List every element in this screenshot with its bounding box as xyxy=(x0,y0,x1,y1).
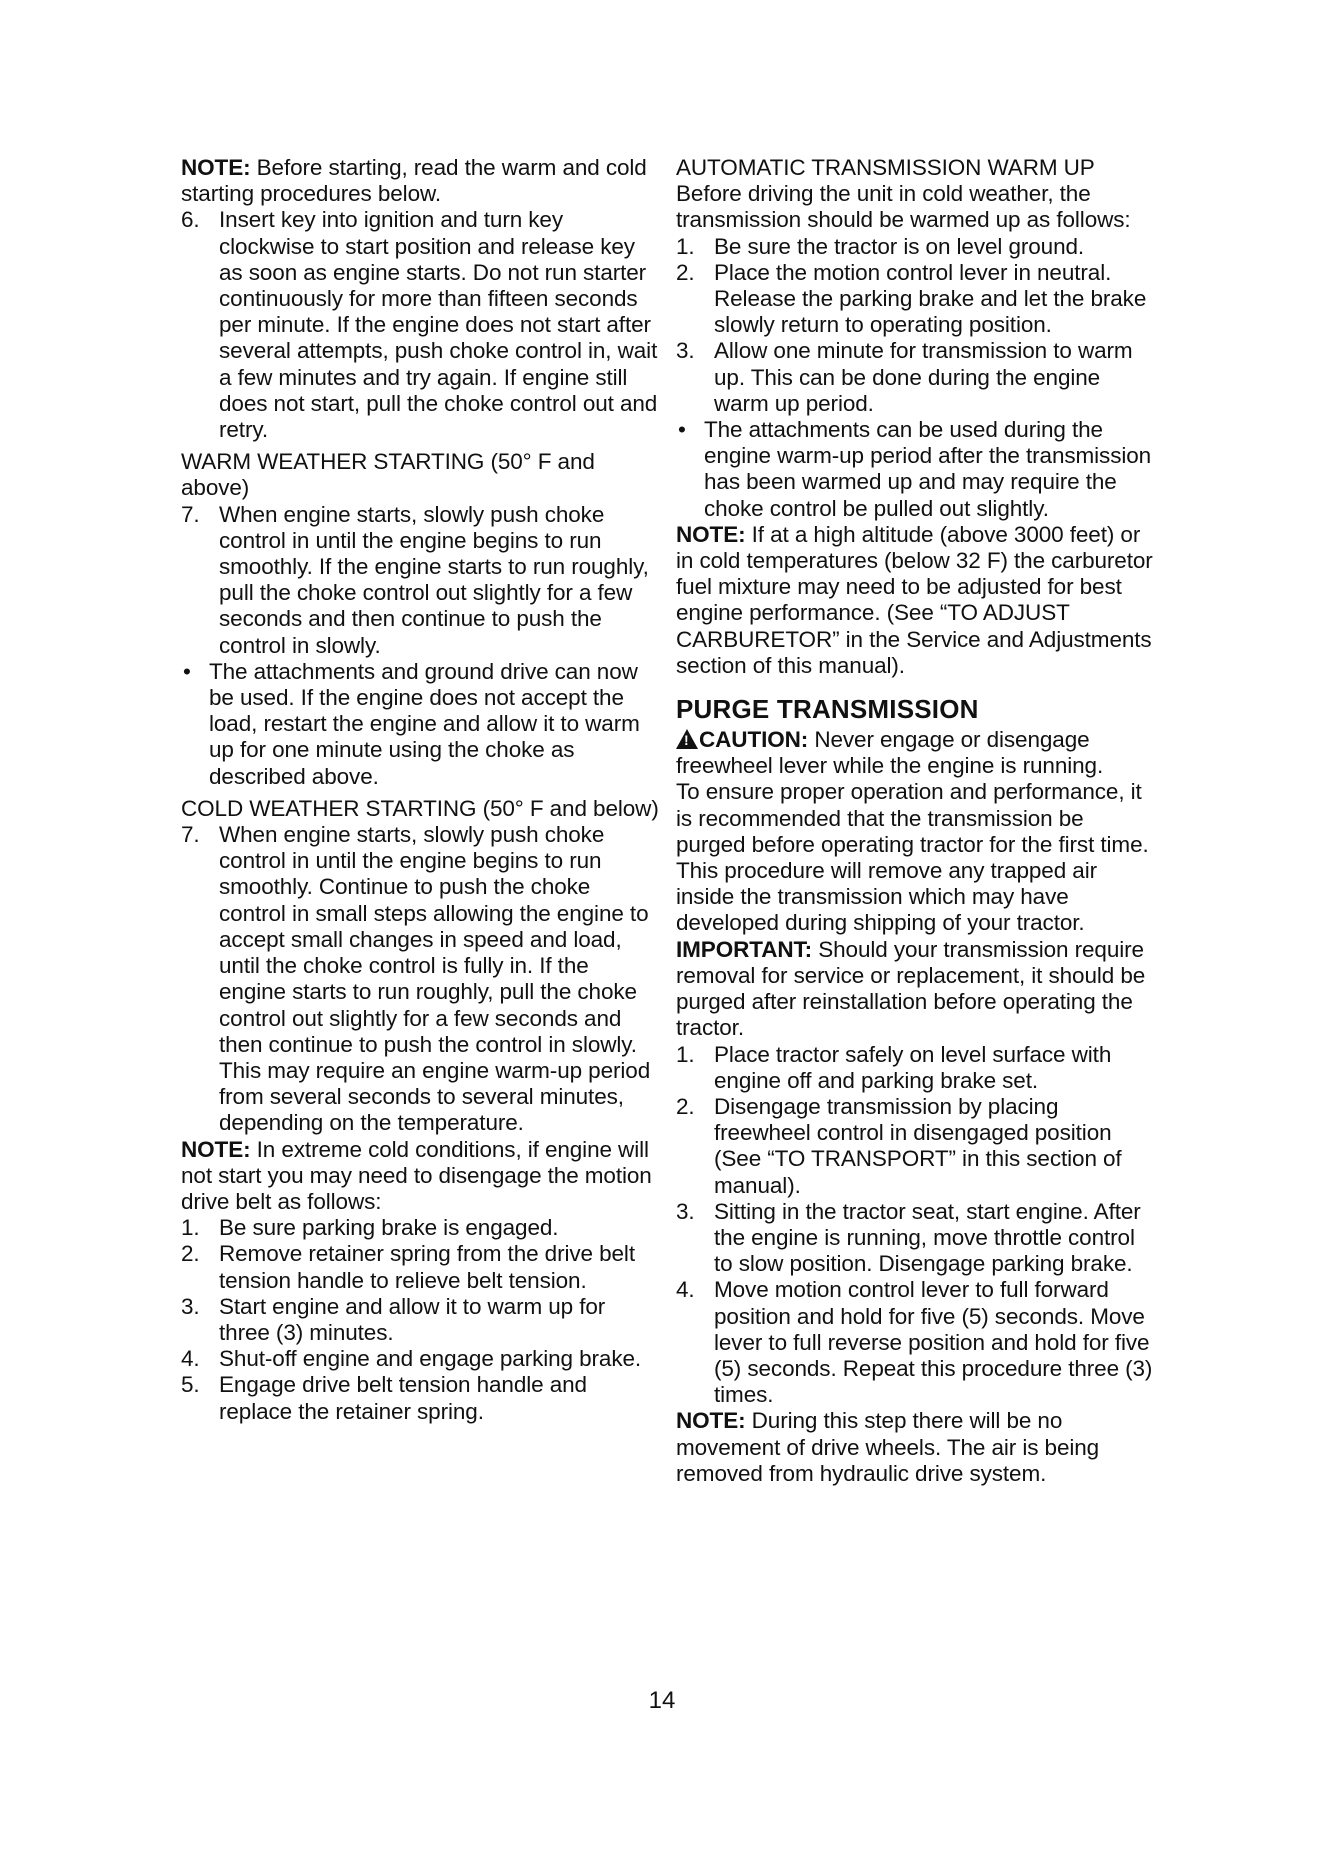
warm-step-7: 7. When engine starts, slowly push choke control in until the engine begins to run smoothly. If the engine starts to run roughly, pull the choke control out slightly for a few seconds and then continue to push the control in slowly. xyxy=(181,501,649,658)
auto-bullet: • The attachments can be used during the engine warm-up period after the transmission has been warmed up and may require the choke control be pulled out slightly. xyxy=(678,417,1152,521)
purge-step-3: 3. Sitting in the tractor seat, start engine. After the engine is running, move throttle control to slow position. Disengage parking brake. xyxy=(676,1198,1141,1277)
auto-step-2: 2. Place the motion control lever in neutral. Release the parking brake and let the brake slowly return to operating position. xyxy=(676,259,1147,338)
purge-step-4: 4. Move motion control lever to full forward position and hold for five (5) seconds. Move lever to full reverse position and hold for five (5) seconds. Repeat this procedure three (3) times. xyxy=(676,1277,1153,1408)
purge-step-2: 2. Disengage transmission by placing freewheel control in disengaged position (See “TO TRANSPORT” in this section of manual). xyxy=(676,1093,1122,1198)
page-number: 14 xyxy=(648,1687,676,1714)
purge-step-1: 1. Place tractor safely on level surface with engine off and parking brake set. xyxy=(676,1041,1112,1093)
auto-transmission-intro: Before driving the unit in cold weather, the transmission should be warmed up as follows: xyxy=(676,181,1131,233)
left-column xyxy=(181,155,659,1425)
auto-step-1: 1. Be sure the tractor is on level ground. xyxy=(676,233,1085,259)
warm-bullet: • The attachments and ground drive can now be used. If the engine does not accept the load, restart the engine and allow it to warm up for one minute using the choke as described above. xyxy=(183,658,640,789)
cold-step-3: 3. Start engine and allow it to warm up for three (3) minutes. xyxy=(181,1293,606,1345)
purge-intro: To ensure proper operation and performance, it is recommended that the transmission be purged before operating tractor for the first time. This procedure will remove any trapped air inside the transmission which may have developed during shipping of your tractor. xyxy=(676,779,1149,936)
note-intro: NOTE: Before starting, read the warm and cold starting procedures below. xyxy=(181,155,647,207)
note-cold: NOTE: In extreme cold conditions, if engine will not start you may need to disengage the motion drive belt as follows: xyxy=(181,1136,652,1214)
auto-transmission-heading: AUTOMATIC TRANSMISSION WARM UP xyxy=(676,155,1095,180)
important-note: IMPORTANT: Should your transmission require removal for service or replacement, it should be purged after reinstallation before operating the tractor. xyxy=(676,936,1146,1041)
note-final: NOTE: During this step there will be no movement of drive wheels. The air is being removed from hydraulic drive system. xyxy=(676,1408,1100,1486)
auto-step-3: 3. Allow one minute for transmission to warm up. This can be done during the engine warm up period. xyxy=(676,338,1133,416)
cold-step-7: 7. When engine starts, slowly push choke control in until the engine begins to run smoothly. Continue to push the choke control in small steps allowing the engine to accept small changes in speed and load, until the choke control is fully in. If the engine starts to run roughly, pull the choke control out slightly for a few seconds and then continue to push the control in slowly. This may require an engine warm-up period from several seconds to several minutes, depending on the temperature. xyxy=(181,822,651,1136)
purge-transmission-heading: PURGE TRANSMISSION xyxy=(676,694,979,725)
cold-step-5: 5. Engage drive belt tension handle and replace the retainer spring. xyxy=(181,1372,587,1424)
warning-triangle-icon xyxy=(676,729,698,749)
note-altitude: NOTE: If at a high altitude (above 3000 feet) or in cold temperatures (below 32 F) the carburetor fuel mixture may need to be adjusted for best engine performance. (See “TO ADJUST CARBURETOR” in the Service and Adjustments section of this manual). xyxy=(676,521,1153,678)
cold-step-2: 2. Remove retainer spring from the drive belt tension handle to relieve belt tension. xyxy=(181,1241,635,1293)
cold-step-1: 1. Be sure parking brake is engaged. xyxy=(181,1215,559,1241)
caution-block: !CAUTION: Never engage or disengage freewheel lever while the engine is running. xyxy=(676,727,1154,779)
warm-weather-heading: WARM WEATHER STARTING (50° F and above) xyxy=(181,449,595,501)
cold-step-4: 4. Shut-off engine and engage parking brake. xyxy=(181,1346,642,1372)
step-6: 6. Insert key into ignition and turn key clockwise to start position and release key as soon as engine starts. Do not run starter continuously for more than fifteen seconds per minute. If the engine does not start after several attempts, push choke control in, wait a few minutes and try again. If engine still does not start, pull the choke control out and retry. xyxy=(181,207,658,443)
cold-weather-heading: COLD WEATHER STARTING (50° F and below) xyxy=(181,795,659,821)
right-column xyxy=(676,155,1154,1487)
